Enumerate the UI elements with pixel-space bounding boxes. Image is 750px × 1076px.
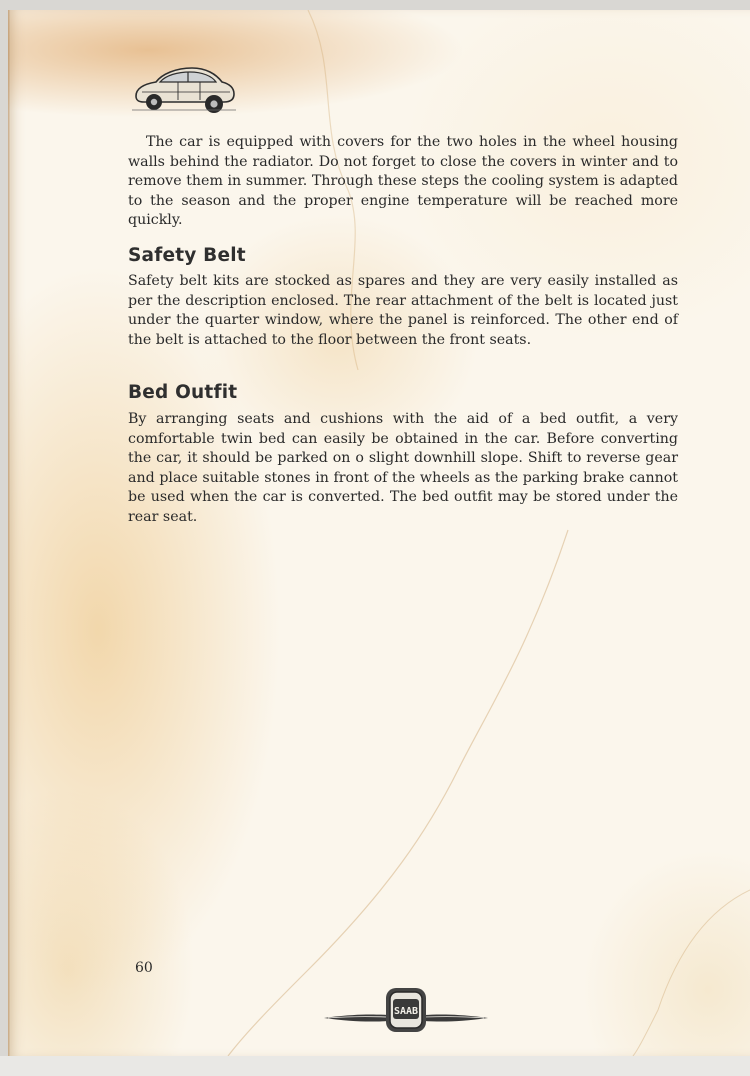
intro-paragraph: The car is equipped with covers for the two holes in the wheel housing walls behind the radiator. Do not forget to close the covers in winter and to remove them in summer. Through these steps the cooling system is adapted to the season and the proper engine temperature will be reached more quickly. (128, 134, 678, 229)
bed-outfit-heading: Bed Outfit (128, 382, 238, 403)
page-number: 60 (135, 960, 153, 976)
emblem-text: SAAB (393, 1006, 419, 1017)
manual-page (8, 10, 750, 1056)
bed-outfit-paragraph: By arranging seats and cushions with the aid of a bed outfit, a very comfortable twin bed can easily be obtained in the car. Before converting the car, it should be parked on o slight downhill slope. Shift to reverse gear and place suitable stones in front of the wheels as the parking brake cannot be used when the car is converted. The bed outfit may be stored under the rear seat. (128, 411, 678, 525)
scan-bottom-margin (0, 1056, 750, 1076)
saab-emblem-icon (322, 984, 490, 1036)
car-illustration-icon (130, 62, 238, 118)
safety-belt-heading: Safety Belt (128, 245, 246, 266)
safety-belt-paragraph: Safety belt kits are stocked as spares and they are very easily installed as per the description enclosed. The rear attachment of the belt is located just under the quarter window, where the panel is reinforced. The other end of the belt is attached to the floor between the front seats. (128, 273, 678, 348)
